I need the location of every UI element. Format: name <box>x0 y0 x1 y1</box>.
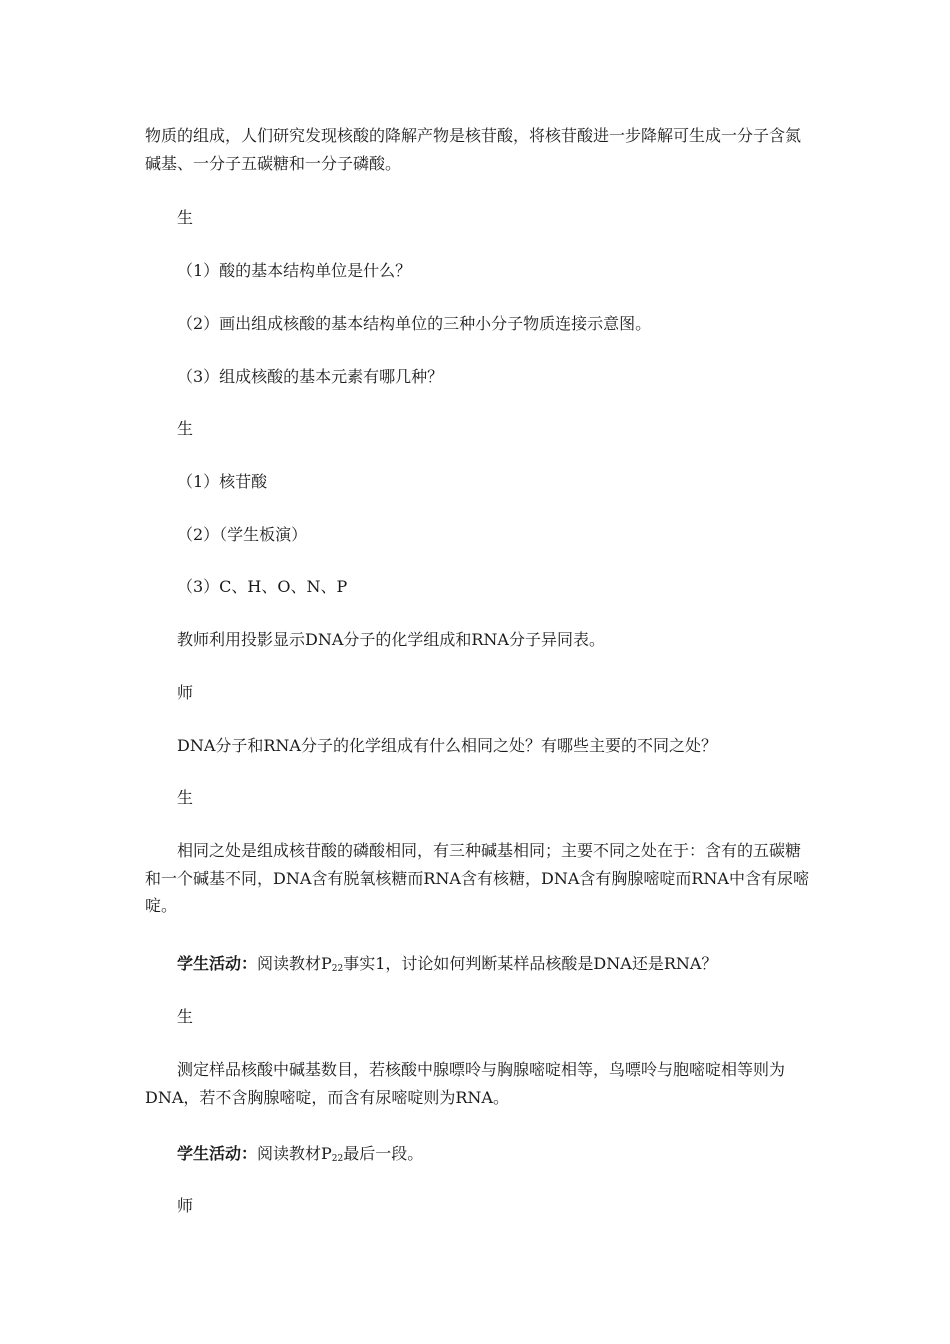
speaker-label: 生 <box>177 1007 194 1026</box>
activity-label: 学生活动： <box>177 954 258 973</box>
question-3: （3）组成核酸的基本元素有哪几种？ <box>177 367 444 386</box>
speaker-label: 生 <box>177 208 194 227</box>
student-activity-2: 学生活动：阅读教材$P_{22}$最后一段。 <box>177 1144 424 1164</box>
paragraph-teacher-projection: 教师利用投影显示DNA分子的化学组成和RNA分子异同表。 <box>177 630 605 649</box>
answer-3: （3）C、H、O、N、P <box>177 577 348 596</box>
speaker-label: 师 <box>177 1196 194 1215</box>
speaker-label: 生 <box>177 419 194 438</box>
question-1: （1）酸的基本结构单位是什么？ <box>177 261 412 280</box>
speaker-label: 生 <box>177 788 194 807</box>
paragraph-text: 物质的组成，人们研究发现核酸的降解产物是核苷酸，将核苷酸进一步降解可生成一分子含氮碱基、一分子五碳糖和一分子磷酸。 <box>145 126 802 173</box>
teacher-question: DNA分子和RNA分子的化学组成有什么相同之处？有哪些主要的不同之处？ <box>177 736 717 755</box>
answer-2: （2）（学生板演） <box>177 525 308 544</box>
paragraph-answer-difference: 相同之处是组成核苷酸的磷酸相同，有三种碱基相同；主要不同之处在于：含有的五碳糖和一个碱基不同，DNA含有脱氧核糖而RNA含有核糖，DNA含有胸腺嘧啶而RNA中含有尿嘧啶。 <box>145 841 809 915</box>
paragraph-answer-determine: 测定样品核酸中碱基数目，若核酸中腺嘌呤与胸腺嘧啶相等，鸟嘌呤与胞嘧啶相等则为DNA，若不含胸腺嘧啶，而含有尿嘧啶则为RNA。 <box>145 1060 786 1107</box>
activity-label: 学生活动： <box>177 1144 258 1163</box>
paragraph-intro <box>145 122 810 177</box>
speaker-label: 师 <box>177 683 194 702</box>
answer-1: （1）核苷酸 <box>177 472 268 491</box>
question-2: （2）画出组成核酸的基本结构单位的三种小分子物质连接示意图。 <box>177 314 652 333</box>
student-activity-1: 学生活动：阅读教材$P_{22}$事实1，讨论如何判断某样品核酸是DNA还是RNA？ <box>177 954 718 974</box>
